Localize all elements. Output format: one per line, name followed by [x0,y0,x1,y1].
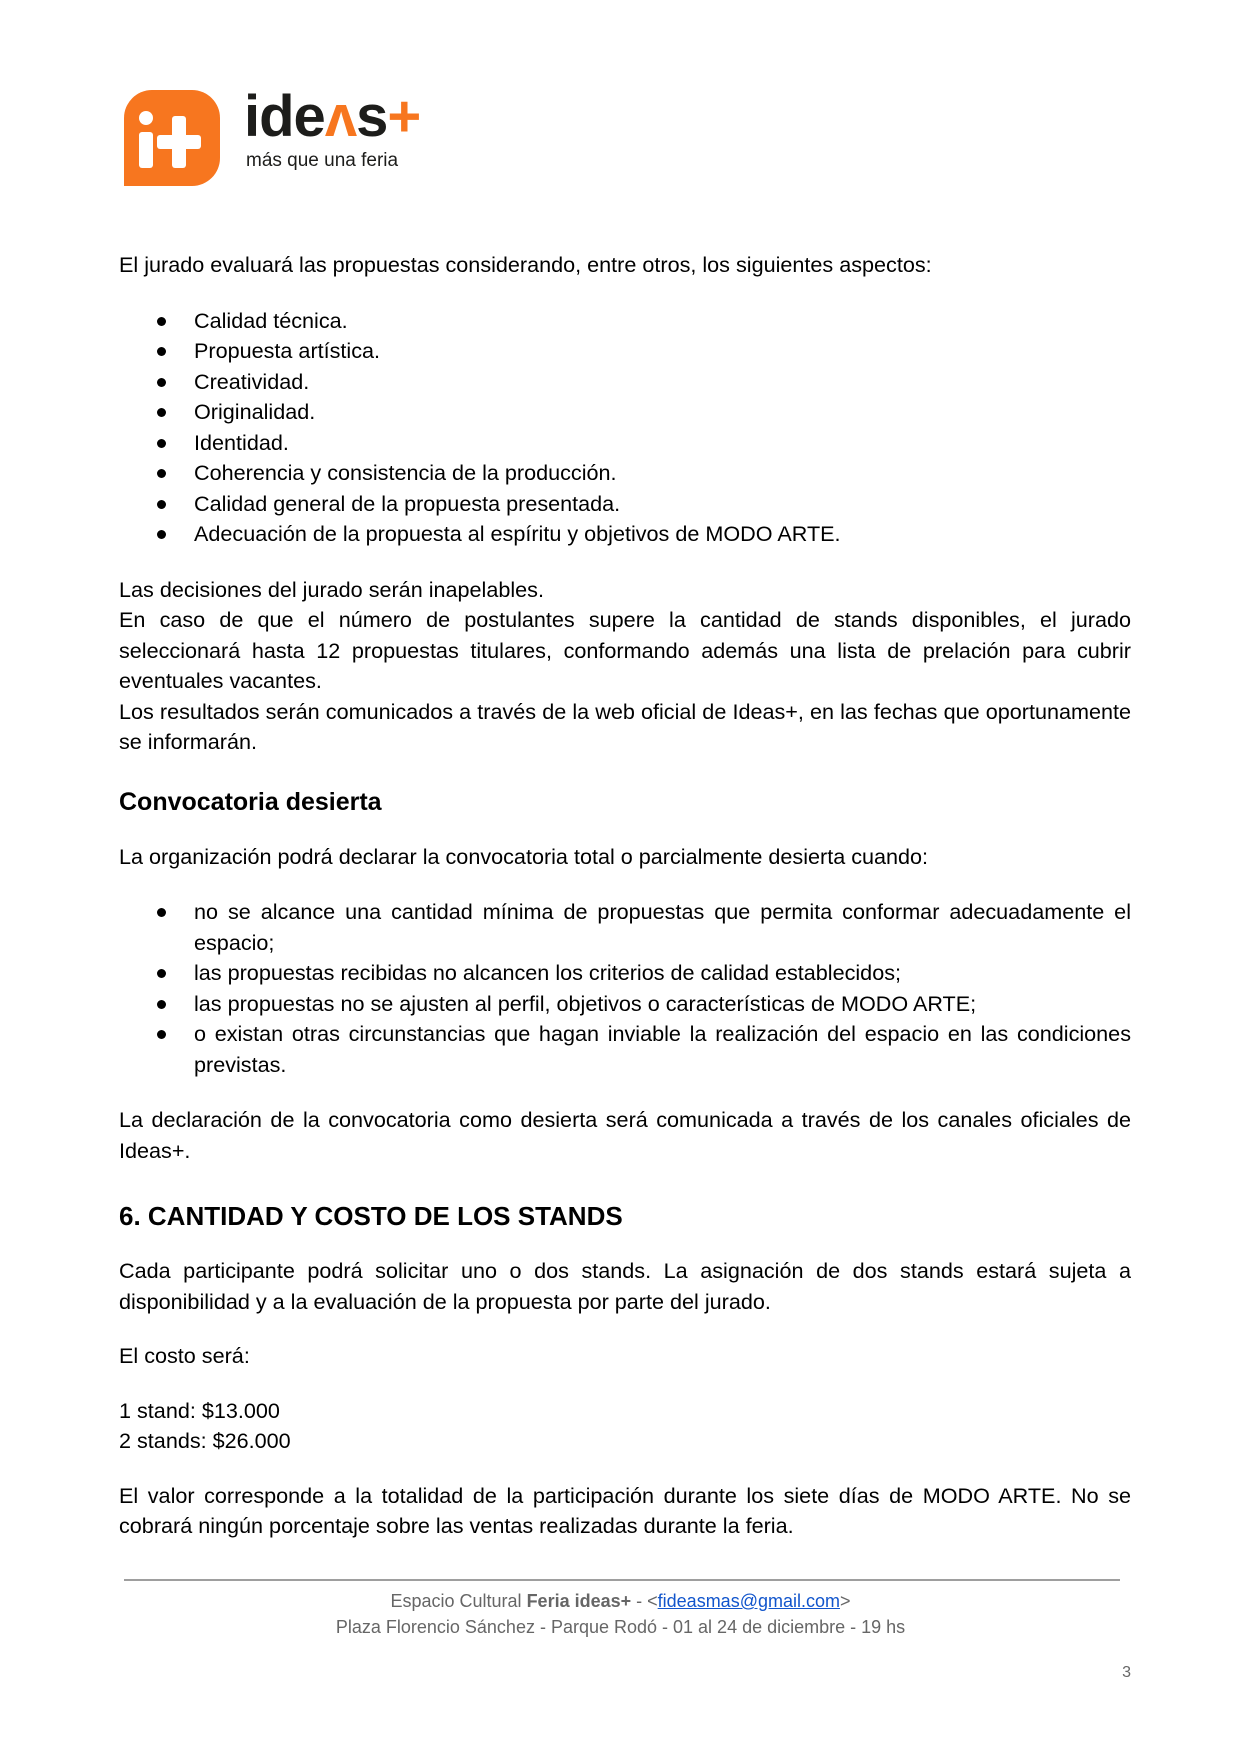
decisions-paragraph: Las decisiones del jurado serán inapelables. [119,576,544,602]
footer-line-1: Espacio Cultural Feria ideas+ - <fideasmas@gmail.com> [390,1591,851,1611]
list-item: Calidad general de la propuesta presentada. [119,489,1131,520]
i-plus-icon [124,90,220,186]
stands-heading: 6. CANTIDAD Y COSTO DE LOS STANDS [119,1201,623,1231]
list-item: Propuesta artística. [119,336,1131,367]
desierta-heading: Convocatoria desierta [119,787,382,816]
list-item: Coherencia y consistencia de la producción. [119,458,1131,489]
ideas-plus-logo [124,84,424,188]
logo-tagline: más que una feria [246,150,399,171]
list-item: las propuestas recibidas no alcancen los criterios de calidad establecidos; [119,958,1131,989]
desierta-intro: La organización podrá declarar la convocatoria total o parcialmente desierta cuando: [119,843,929,869]
list-item: Calidad técnica. [119,306,1131,337]
footer-line-2: Plaza Florencio Sánchez - Parque Rodó - 01 al 24 de diciembre - 19 hs [335,1617,906,1637]
list-item: Creatividad. [119,367,1131,398]
cost-label: El costo será: [119,1343,250,1368]
selection-paragraph: En caso de que el número de postulantes supere la cantidad de stands disponibles, el jurado seleccionará hasta 12 propuestas titulares, conformando además una lista de prelación para cubrir eventuales vacantes. [119,607,1131,693]
email-link[interactable]: fideasmas@gmail.com [657,1591,840,1611]
list-item: Identidad. [119,428,1131,459]
criteria-list [119,306,1131,550]
criteria-intro: El jurado evaluará las propuestas considerando, entre otros, los siguientes aspectos: [119,252,932,277]
footer-divider [124,1579,1120,1581]
price-two-stands: 2 stands: $26.000 [119,1428,291,1453]
page-number: 3 [1122,1664,1131,1681]
list-item: Adecuación de la propuesta al espíritu y objetivos de MODO ARTE. [119,519,1131,550]
list-item: o existan otras circunstancias que hagan inviable la realización del espacio en las condiciones previstas. [119,1019,1131,1080]
desierta-closing: La declaración de la convocatoria como desierta será comunicada a través de los canales oficiales de Ideas+. [119,1107,1131,1163]
list-item: no se alcance una cantidad mínima de propuestas que permita conformar adecuadamente el espacio; [119,897,1131,958]
stands-note: El valor corresponde a la totalidad de la participación durante los siete días de MODO ARTE. No se cobrará ningún porcentaje sobre las ventas realizadas durante la feria. [119,1482,1131,1538]
document-body [119,250,1131,1542]
list-item: las propuestas no se ajusten al perfil, objetivos o características de MODO ARTE; [119,989,1131,1020]
price-one-stand: 1 stand: $13.000 [119,1397,280,1423]
results-paragraph: Los resultados serán comunicados a través de la web oficial de Ideas+, en las fechas que oportunamente se informarán. [119,698,1131,754]
list-item: Originalidad. [119,397,1131,428]
stands-intro: Cada participante podrá solicitar uno o dos stands. La asignación de dos stands estará sujeta a disponibilidad y a la evaluación de la propuesta por parte del jurado. [119,1258,1131,1314]
desierta-list [119,897,1131,1080]
logo-wordmark: ideʌs+ [244,84,421,149]
